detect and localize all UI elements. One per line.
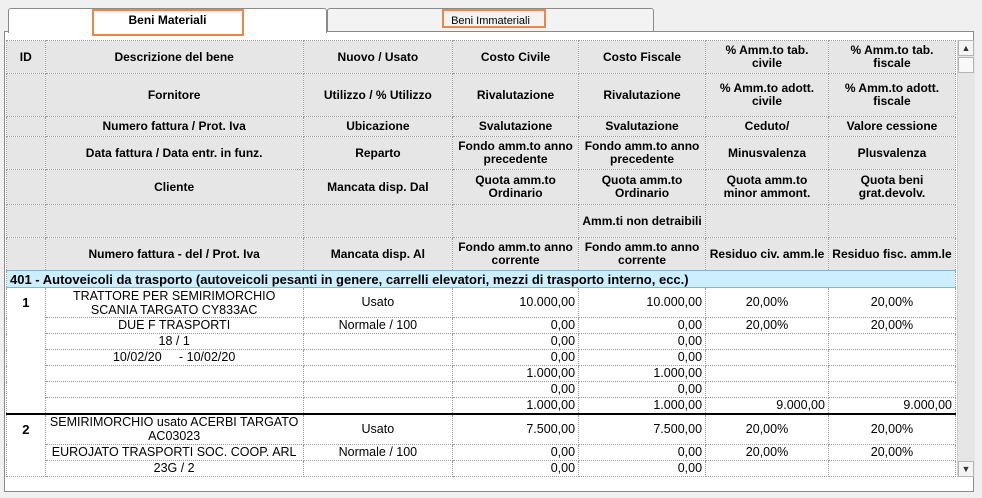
vertical-scrollbar[interactable] (957, 40, 975, 477)
header-cell (706, 205, 829, 238)
cell-quota-civile: 1.000,00 (453, 366, 579, 382)
tab-highlight-beni-immateriali (442, 9, 546, 28)
header-amm-non-detraibili: Amm.ti non detraibili (579, 205, 706, 238)
header-minusvalenza: Minusvalenza (706, 137, 829, 170)
tab-beni-immateriali-label: Beni Immateriali (451, 15, 530, 27)
table-row[interactable] (7, 350, 956, 366)
cell-empty (45, 382, 303, 398)
cell-amm-civile: 20,00% (706, 288, 829, 318)
cell-utilizzo: Normale / 100 (303, 444, 452, 460)
cell-fondo-corr-civile: 1.000,00 (453, 398, 579, 415)
header-quota-beni-grat: Quota beni grat.devolv. (828, 170, 955, 205)
asset-grid[interactable] (6, 40, 956, 477)
cell-svalutazione-fiscale: 0,00 (579, 460, 706, 476)
triangle-down-icon: ▼ (961, 464, 971, 474)
cell-non-detraibili-fiscale: 0,00 (579, 382, 706, 398)
tab-highlight-beni-materiali (92, 9, 244, 36)
header-rivalutazione-fiscale: Rivalutazione (579, 74, 706, 117)
triangle-up-icon: ▲ (961, 43, 971, 53)
scroll-up-button[interactable] (958, 40, 974, 56)
scroll-down-button[interactable] (958, 461, 974, 477)
header-cell (453, 205, 579, 238)
header-plusvalenza: Plusvalenza (828, 137, 955, 170)
header-fondo-prec-fiscale: Fondo amm.to anno precedente (579, 137, 706, 170)
header-id: ID (7, 41, 46, 74)
table-row[interactable] (7, 382, 956, 398)
header-cliente: Cliente (45, 170, 303, 205)
header-cell (7, 205, 46, 238)
cell-amm-civile: 20,00% (706, 414, 829, 444)
header-fondo-corr-civile: Fondo amm.to anno corrente (453, 238, 579, 271)
header-cell (7, 238, 46, 271)
cell-svalutazione-civile: 0,00 (453, 460, 579, 476)
header-svalutazione-civile: Svalutazione (453, 117, 579, 137)
cell-valore-cessione (828, 460, 955, 476)
cell-valore-cessione (828, 334, 955, 350)
header-cell (45, 205, 303, 238)
cell-numero-fattura: 23G / 2 (45, 460, 303, 476)
header-cell (7, 74, 46, 117)
tab-beni-materiali-label: Beni Materiali (128, 13, 207, 27)
header-amm-adott-fiscale: % Amm.to adott. fiscale (828, 74, 955, 117)
cell-numero-fattura: 18 / 1 (45, 334, 303, 350)
header-descrizione: Descrizione del bene (45, 41, 303, 74)
cell-ubicazione (303, 334, 452, 350)
cell-cliente (45, 366, 303, 382)
header-numero-fattura: Numero fattura / Prot. Iva (45, 117, 303, 137)
cell-amm-adott-fiscale: 20,00% (828, 318, 955, 334)
table-row[interactable] (7, 366, 956, 382)
header-row (7, 170, 956, 205)
asset-id: 1 (7, 288, 46, 415)
header-cell (7, 137, 46, 170)
cell-quota-fiscale: 1.000,00 (579, 366, 706, 382)
cell-costo-civile: 7.500,00 (453, 414, 579, 444)
table-row[interactable] (7, 460, 956, 476)
table-row[interactable] (7, 288, 956, 318)
cell-minusvalenza (706, 350, 829, 366)
header-residuo-civ: Residuo civ. amm.le (706, 238, 829, 271)
cell-residuo-civ: 9.000,00 (706, 398, 829, 415)
cell-empty (706, 382, 829, 398)
asset-table (6, 40, 956, 477)
header-ceduto: Ceduto/ (706, 117, 829, 137)
header-data-fattura: Data fattura / Data entr. in funz. (45, 137, 303, 170)
header-costo-fiscale: Costo Fiscale (579, 41, 706, 74)
table-row[interactable] (7, 444, 956, 460)
cell-nuovo-usato: Usato (303, 414, 452, 444)
table-header (7, 41, 956, 271)
cell-non-detraibili-civile: 0,00 (453, 382, 579, 398)
cell-fondo-prec-civile: 0,00 (453, 350, 579, 366)
category-label: 401 - Autoveicoli da trasporto (autoveicoli pesanti in genere, carrelli elevatori, mezzi di trasporto interno, ecc.) (7, 271, 956, 288)
cell-amm-adott-fiscale: 20,00% (828, 444, 955, 460)
cell-mancata-al (303, 398, 452, 415)
header-residuo-fisc: Residuo fisc. amm.le (828, 238, 955, 271)
header-amm-adott-civile: % Amm.to adott. civile (706, 74, 829, 117)
cell-ubicazione (303, 460, 452, 476)
header-rivalutazione-civile: Rivalutazione (453, 74, 579, 117)
cell-svalutazione-fiscale: 0,00 (579, 334, 706, 350)
cell-rivalutazione-civile: 0,00 (453, 444, 579, 460)
header-numero-fattura-del: Numero fattura - del / Prot. Iva (45, 238, 303, 271)
cell-plusvalenza (828, 350, 955, 366)
cell-reparto (303, 350, 452, 366)
category-row[interactable] (7, 271, 956, 288)
table-row[interactable] (7, 318, 956, 334)
cell-nuovo-usato: Usato (303, 288, 452, 318)
table-row[interactable] (7, 398, 956, 415)
header-fondo-corr-fiscale: Fondo amm.to anno corrente (579, 238, 706, 271)
header-row (7, 74, 956, 117)
cell-costo-civile: 10.000,00 (453, 288, 579, 318)
header-cell (7, 117, 46, 137)
cell-amm-adott-civile: 20,00% (706, 444, 829, 460)
cell-quota-beni (828, 366, 955, 382)
cell-empty (828, 382, 955, 398)
cell-amm-adott-civile: 20,00% (706, 318, 829, 334)
header-amm-tab-fiscale: % Amm.to tab. fiscale (828, 41, 955, 74)
cell-numero-fattura-del (45, 398, 303, 415)
cell-residuo-fisc: 9.000,00 (828, 398, 955, 415)
header-costo-civile: Costo Civile (453, 41, 579, 74)
header-mancata-disp-al: Mancata disp. Al (303, 238, 452, 271)
scroll-thumb[interactable] (958, 57, 974, 73)
header-quota-ordinario-civile: Quota amm.to Ordinario (453, 170, 579, 205)
header-row (7, 205, 956, 238)
header-cell (7, 170, 46, 205)
asset-description: SEMIRIMORCHIO usato ACERBI TARGATO AC03023 (45, 414, 303, 444)
header-mancata-disp-dal: Mancata disp. Dal (303, 170, 452, 205)
cell-fornitore: EUROJATO TRASPORTI SOC. COOP. ARL (45, 444, 303, 460)
cell-svalutazione-civile: 0,00 (453, 334, 579, 350)
header-row (7, 117, 956, 137)
table-row[interactable] (7, 414, 956, 444)
header-reparto: Reparto (303, 137, 452, 170)
cell-costo-fiscale: 10.000,00 (579, 288, 706, 318)
header-row (7, 238, 956, 271)
header-nuovo-usato: Nuovo / Usato (303, 41, 452, 74)
cell-fondo-prec-fiscale: 0,00 (579, 350, 706, 366)
cell-costo-fiscale: 7.500,00 (579, 414, 706, 444)
cell-rivalutazione-fiscale: 0,00 (579, 444, 706, 460)
header-row (7, 41, 956, 74)
cell-fondo-corr-fiscale: 1.000,00 (579, 398, 706, 415)
cell-mancata-dal (303, 366, 452, 382)
header-amm-tab-civile: % Amm.to tab. civile (706, 41, 829, 74)
cell-ceduto (706, 334, 829, 350)
cell-empty (303, 382, 452, 398)
header-ubicazione: Ubicazione (303, 117, 452, 137)
cell-quota-minor (706, 366, 829, 382)
cell-data-fattura: 10/02/20 - 10/02/20 (45, 350, 303, 366)
header-cell (828, 205, 955, 238)
cell-utilizzo: Normale / 100 (303, 318, 452, 334)
header-quota-minor-ammont: Quota amm.to minor ammont. (706, 170, 829, 205)
table-row[interactable] (7, 334, 956, 350)
cell-rivalutazione-civile: 0,00 (453, 318, 579, 334)
cell-ceduto (706, 460, 829, 476)
header-quota-ordinario-fiscale: Quota amm.to Ordinario (579, 170, 706, 205)
header-fondo-prec-civile: Fondo amm.to anno precedente (453, 137, 579, 170)
header-svalutazione-fiscale: Svalutazione (579, 117, 706, 137)
header-fornitore: Fornitore (45, 74, 303, 117)
header-valore-cessione: Valore cessione (828, 117, 955, 137)
header-utilizzo: Utilizzo / % Utilizzo (303, 74, 452, 117)
cell-fornitore: DUE F TRASPORTI (45, 318, 303, 334)
cell-amm-fiscale: 20,00% (828, 288, 955, 318)
cell-rivalutazione-fiscale: 0,00 (579, 318, 706, 334)
table-body (7, 271, 956, 477)
asset-description: TRATTORE PER SEMIRIMORCHIO SCANIA TARGATO CY833AC (45, 288, 303, 318)
header-row (7, 137, 956, 170)
asset-id: 2 (7, 414, 46, 476)
cell-amm-fiscale: 20,00% (828, 414, 955, 444)
header-cell (303, 205, 452, 238)
